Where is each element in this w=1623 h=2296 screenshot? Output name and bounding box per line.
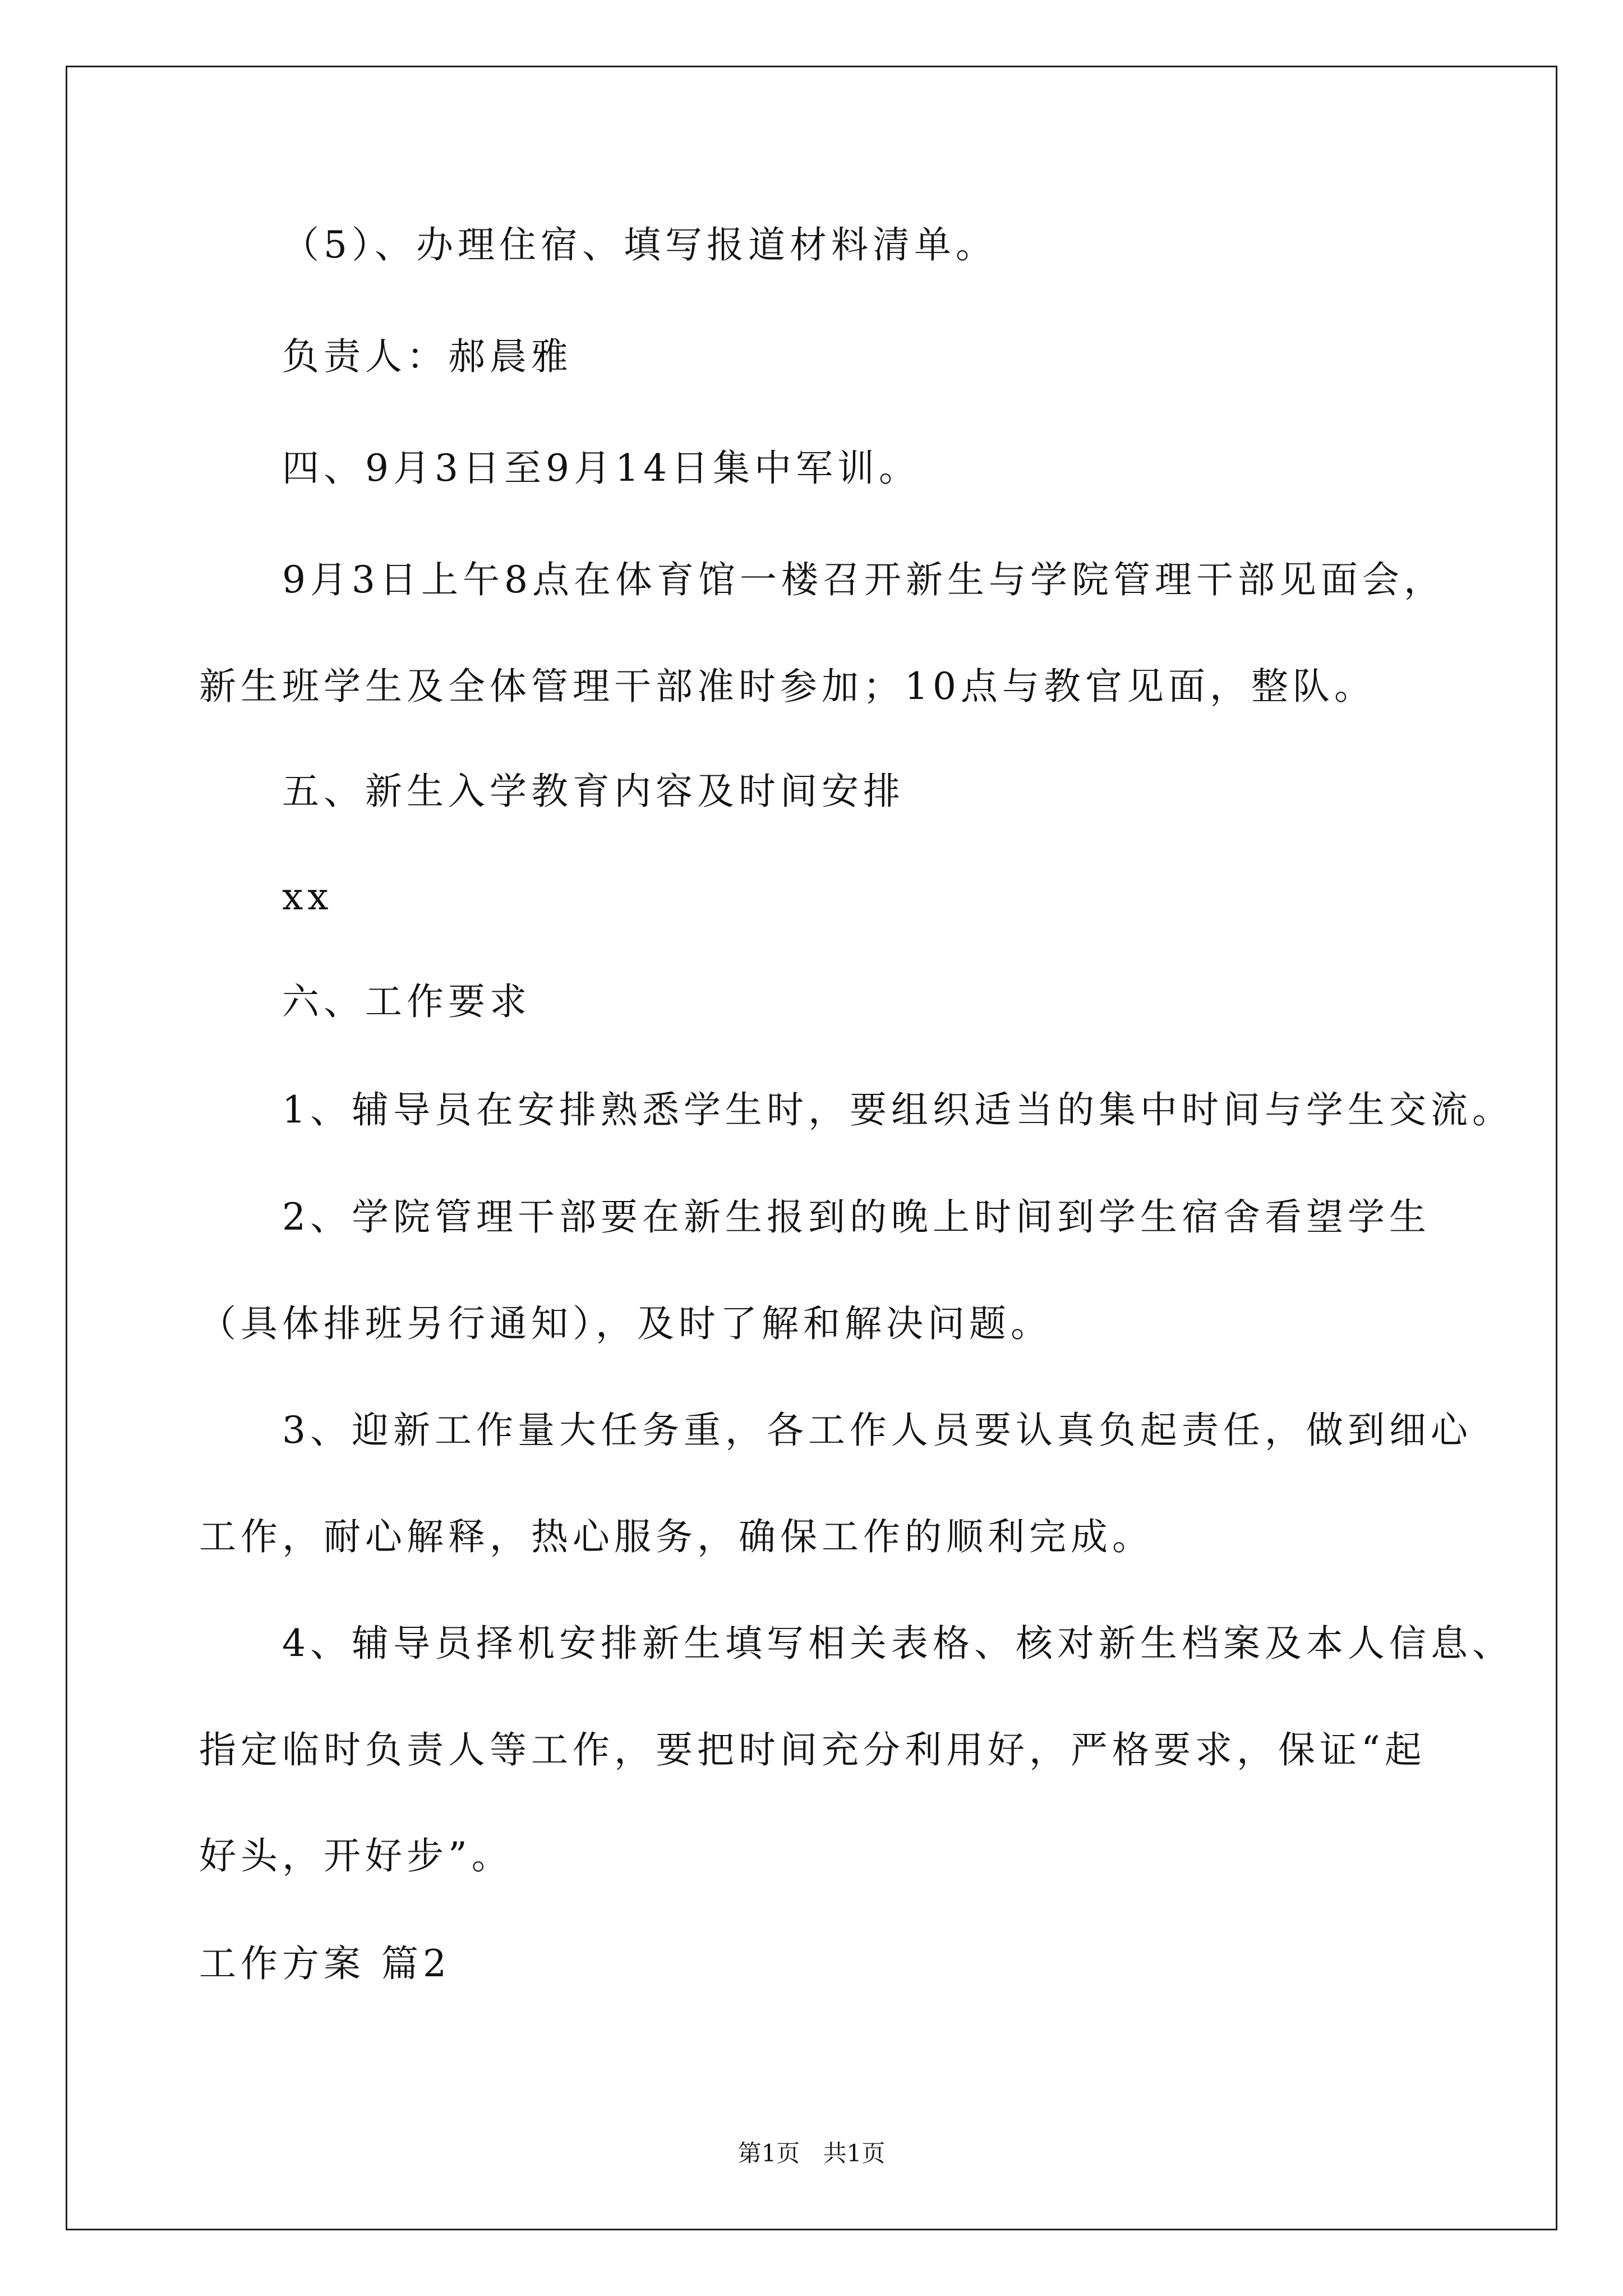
paragraph-line: 4、辅导员择机安排新生填写相关表格、核对新生档案及本人信息、 bbox=[282, 1622, 1514, 1665]
paragraph-line: 负责人：郝晨雅 bbox=[282, 335, 573, 378]
paragraph-line: （具体排班另行通知），及时了解和解决问题。 bbox=[199, 1302, 1052, 1345]
paragraph-line: 新生班学生及全体管理干部准时参加；10点与教官见面，整队。 bbox=[199, 665, 1376, 708]
page-number: 第1页 bbox=[737, 2139, 800, 2167]
paragraph-line: 9月3日上午8点在体育馆一楼召开新生与学院管理干部见面会， bbox=[282, 558, 1445, 601]
page-footer bbox=[0, 2139, 1623, 2167]
paragraph-line: 六、工作要求 bbox=[282, 980, 531, 1023]
page-border bbox=[66, 66, 1557, 2230]
paragraph-line: 3、迎新工作量大任务重，各工作人员要认真负起责任，做到细心 bbox=[282, 1409, 1472, 1452]
paragraph-line: 2、学院管理干部要在新生报到的晚上时间到学生宿舍看望学生 bbox=[282, 1195, 1431, 1239]
paragraph-line: （5）、办理住宿、填写报道材料清单。 bbox=[282, 223, 997, 266]
paragraph-line: 工作，耐心解释，热心服务，确保工作的顺利完成。 bbox=[199, 1515, 1154, 1558]
page-total: 共1页 bbox=[823, 2139, 886, 2167]
paragraph-line: 1、辅导员在安排熟悉学生时，要组织适当的集中时间与学生交流。 bbox=[282, 1088, 1514, 1131]
paragraph-line: 好头，开好步”。 bbox=[199, 1834, 513, 1878]
paragraph-line: 四、9月3日至9月14日集中军训。 bbox=[282, 447, 920, 490]
paragraph-line: 指定临时负责人等工作，要把时间充分利用好，严格要求，保证“起 bbox=[199, 1728, 1426, 1772]
paragraph-line: 五、新生入学教育内容及时间安排 bbox=[282, 770, 905, 813]
paragraph-line: xx bbox=[282, 875, 333, 918]
section-heading: 工作方案 篇2 bbox=[199, 1942, 451, 1985]
